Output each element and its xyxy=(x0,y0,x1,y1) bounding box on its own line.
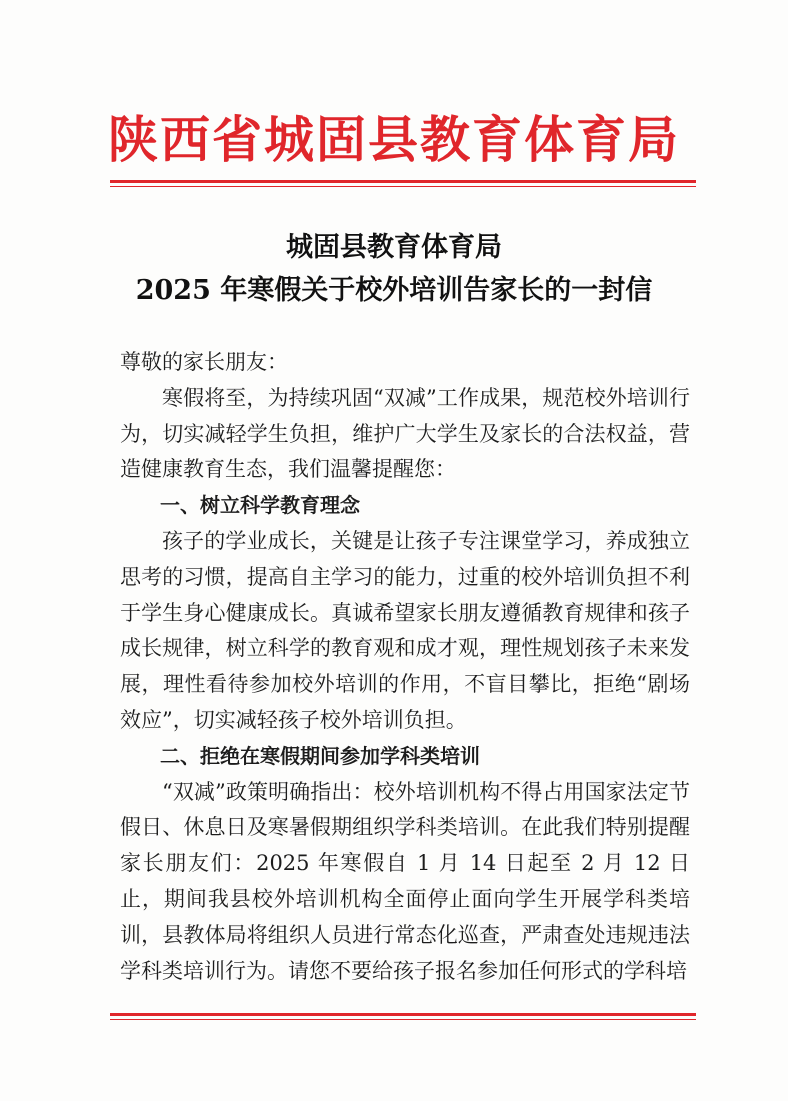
letterhead-divider xyxy=(110,180,696,183)
document-title-line1: 城固县教育体育局 xyxy=(286,232,502,263)
section-2-paragraph: “双减”政策明确指出：校外培训机构不得占用国家法定节假日、休息日及寒暑假期组织学科类培训。在此我们特别提醒家长朋友们：2025 年寒假自 1 月 14 日起至 2 月 12 日止，期间我县校外培训机构全面停止面向学生开展学科类培训，县教体局将组织人员进行常态化巡查，严肃查处违规违法学科类培训行为。请您不要给孩子报名参加任何形式的学科培 xyxy=(120,779,690,983)
section-2-heading: 二、拒绝在寒假期间参加学科类培训 xyxy=(160,743,480,768)
section-1-paragraph: 孩子的学业成长，关键是让孩子专注课堂学习，养成独立思考的习惯，提高自主学习的能力，过重的校外培训负担不利于学生身心健康成长。真诚希望家长朋友遵循教育规律和孩子成长规律，树立科学的教育观和成才观，理性规划孩子未来发展，理性看待参加校外培训的作用，不盲目攀比，拒绝“剧场效应”，切实减轻孩子校外培训负担。 xyxy=(120,528,690,732)
greeting: 尊敬的家长朋友： xyxy=(120,350,288,374)
letterhead-title: 陕西省城固县教育体育局 xyxy=(108,110,680,169)
letter-body xyxy=(120,345,690,989)
intro-paragraph: 寒假将至，为持续巩固“双减”工作成果，规范校外培训行为，切实减轻学生负担，维护广大学生及家长的合法权益，营造健康教育生态，我们温馨提醒您： xyxy=(120,385,690,482)
document-title-line2: 2025 年寒假关于校外培训告家长的一封信 xyxy=(135,275,653,306)
letterhead-divider-thin xyxy=(110,186,696,187)
footer-divider-thin xyxy=(110,1019,696,1020)
footer-divider xyxy=(110,1013,696,1016)
section-1-heading: 一、树立科学教育理念 xyxy=(160,493,360,518)
